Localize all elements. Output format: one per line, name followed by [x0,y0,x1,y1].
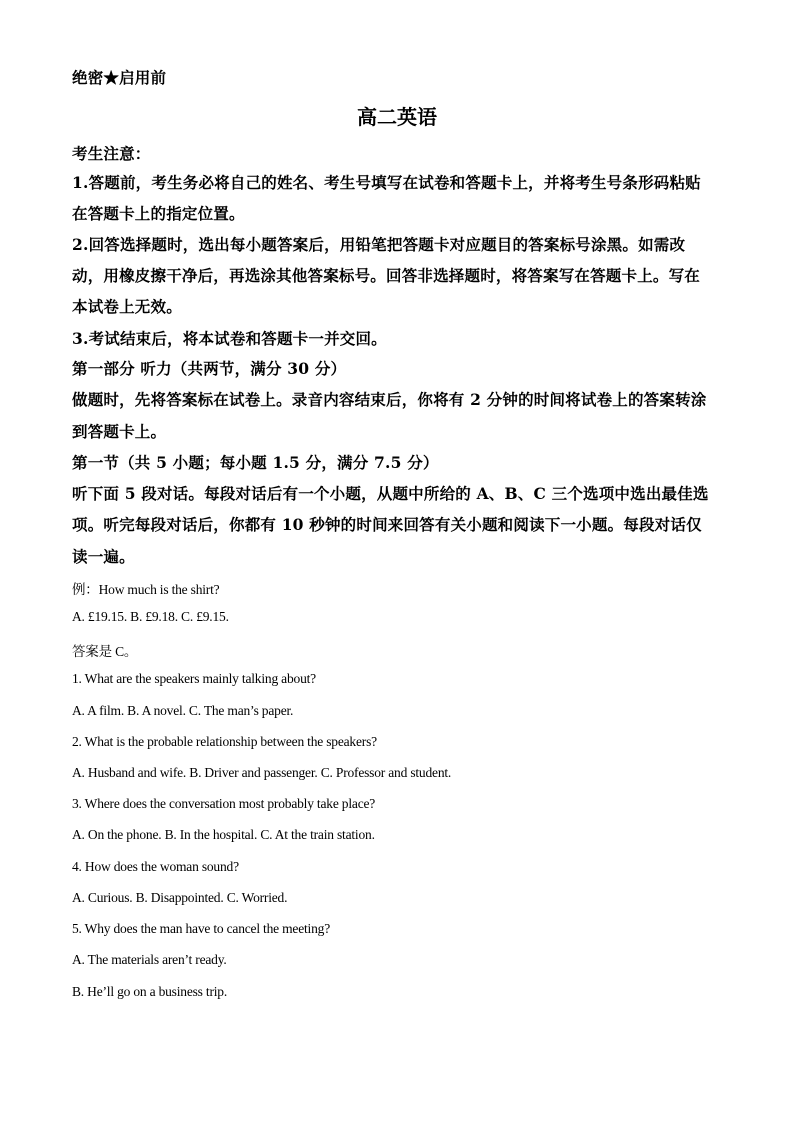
part-1-heading: 第一部分 听力（共两节，满分 30 分） [72,359,347,378]
question-1-options: A. A film. B. A novel. C. The man’s paper. [72,703,294,718]
example-answer: 答案是 C。 [72,644,138,659]
question-1: 1. What are the speakers mainly talking about? [72,671,316,686]
notice-item-2-line-1: 2.回答选择题时，选出每小题答案后，用铅笔把答题卡对应题目的答案标号涂黑。如需改 [72,235,686,254]
notice-item-1-line-2: 在答题卡上的指定位置。 [72,204,245,223]
question-2: 2. What is the probable relationship between the speakers? [72,734,377,749]
section-1-instructions-line-1: 听下面 5 段对话。每段对话后有一个小题，从题中所给的 A、B、C 三个选项中选出最佳选 [72,484,709,503]
notice-item-1-line-1: 1.答题前，考生务必将自己的姓名、考生号填写在试卷和答题卡上，并将考生号条形码粘贴 [72,173,701,192]
question-5-option-a: A. The materials aren’t ready. [72,952,227,967]
example-options: A. £19.15. B. £9.18. C. £9.15. [72,609,229,624]
question-3-options: A. On the phone. B. In the hospital. C. At the train station. [72,827,375,842]
question-4-options: A. Curious. B. Disappointed. C. Worried. [72,890,288,905]
section-1-instructions-line-3: 读一遍。 [72,547,135,566]
part-1-instructions-line-1: 做题时，先将答案标在试卷上。录音内容结束后，你将有 2 分钟的时间将试卷上的答案转涂 [72,390,707,409]
section-1-heading: 第一节（共 5 小题；每小题 1.5 分，满分 7.5 分） [72,453,439,472]
confidential-label: 绝密★启用前 [72,68,167,87]
section-1-instructions-line-2: 项。听完每段对话后，你都有 10 秒钟的时间来回答有关小题和阅读下一小题。每段对话仅 [72,515,702,534]
notice-item-2-line-3: 本试卷上无效。 [72,297,182,316]
page-title: 高二英语 [357,105,437,129]
part-1-instructions-line-2: 到答题卡上。 [72,422,167,441]
question-3: 3. Where does the conversation most probably take place? [72,796,376,811]
question-5: 5. Why does the man have to cancel the meeting? [72,921,331,936]
notice-item-3: 3.考试结束后，将本试卷和答题卡一并交回。 [72,329,387,348]
example-question: 例：How much is the shirt? [72,582,220,597]
question-4: 4. How does the woman sound? [72,859,239,874]
question-5-option-b: B. He’ll go on a business trip. [72,984,228,999]
notice-heading: 考生注意： [72,144,151,163]
question-2-options: A. Husband and wife. B. Driver and passenger. C. Professor and student. [72,765,452,780]
notice-item-2-line-2: 动，用橡皮擦干净后，再选涂其他答案标号。回答非选择题时，将答案写在答题卡上。写在 [72,266,701,285]
